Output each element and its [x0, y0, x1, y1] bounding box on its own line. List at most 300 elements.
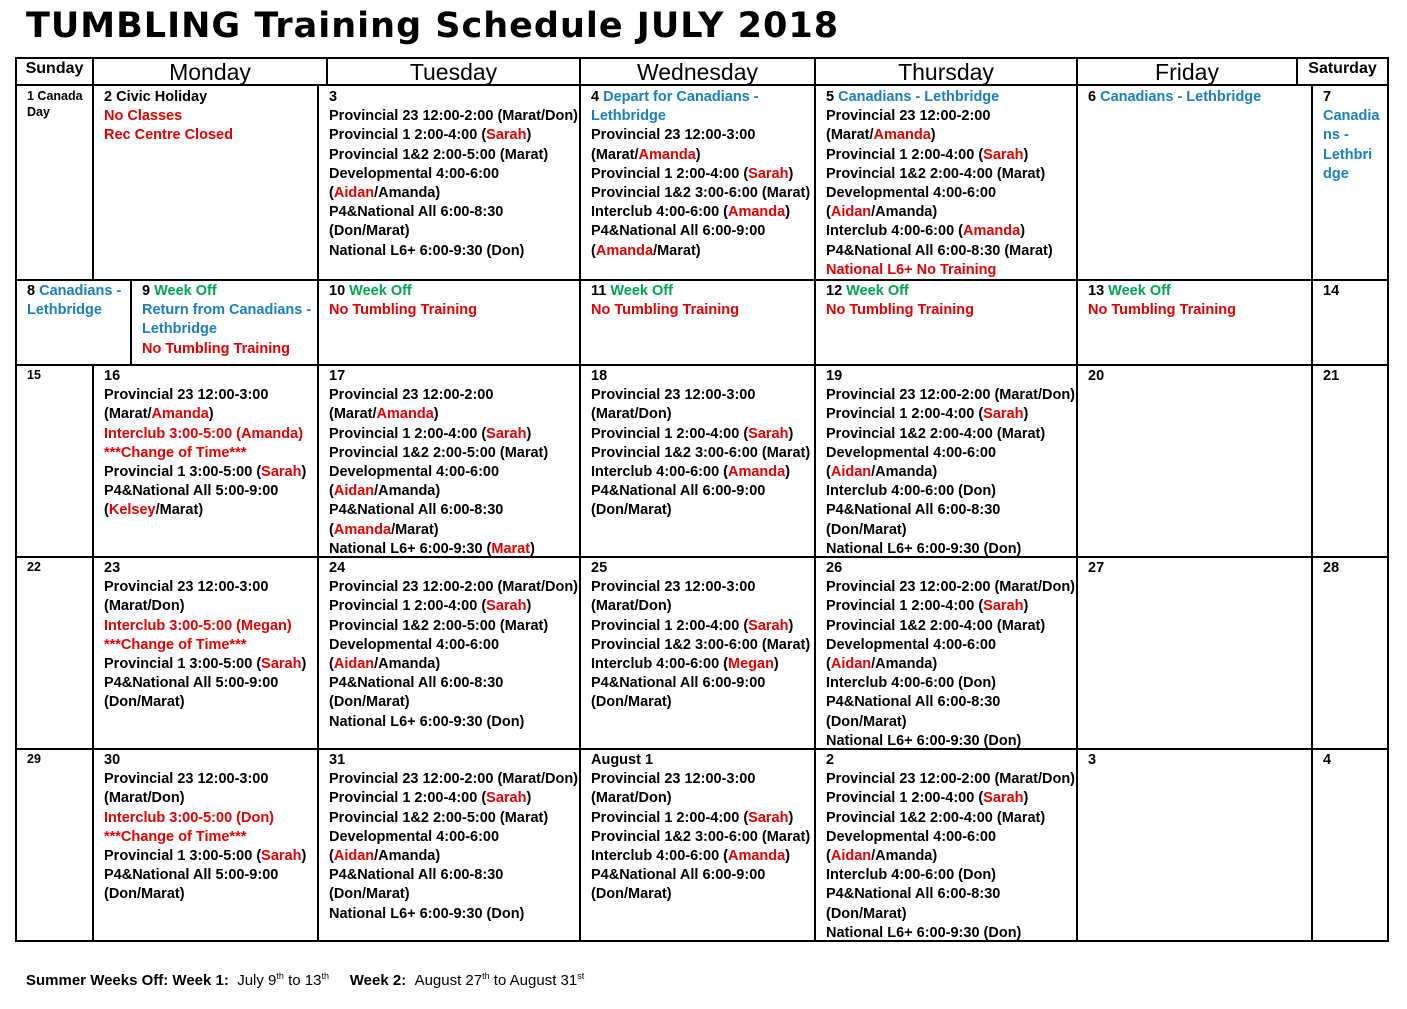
date-label [1088, 282, 1307, 301]
text-run: Provincial 1 2:00-4:00 ( [591, 165, 749, 182]
text-run: ) [1023, 146, 1029, 163]
day-header-label: Friday [1155, 59, 1219, 85]
text-run: P4&National All 6:00-8:30 [329, 675, 504, 692]
date-label [27, 367, 88, 383]
day-cell-friday [1085, 750, 1310, 940]
schedule-entry [826, 107, 1072, 126]
cell-divider [1311, 365, 1313, 557]
text-run: ( [826, 204, 831, 221]
text-run: Canadia [1323, 108, 1380, 125]
schedule-entry [142, 340, 313, 359]
text-run: ns - [1323, 127, 1349, 144]
text-run: Return from Canadians - [142, 302, 312, 319]
text-run: 18 [591, 368, 608, 384]
text-run: Interclub 3:00-5:00 (Amanda) [104, 425, 304, 442]
text-run: Provincial 1 3:00-5:00 ( [104, 848, 262, 865]
page-title: TUMBLING Training Schedule JULY 2018 [26, 6, 840, 46]
date-label [329, 751, 575, 770]
cell-divider [1311, 557, 1313, 749]
cell-divider [579, 86, 581, 280]
text-run: Provincial 1&2 3:00-6:00 (Marat) [591, 636, 811, 653]
text-run: ) [301, 848, 307, 865]
day-cell-tuesday [326, 281, 578, 364]
header-divider [326, 57, 328, 86]
text-run: ( [329, 848, 334, 865]
cell-divider [1076, 557, 1078, 749]
schedule-entry [329, 107, 578, 126]
text-run: Sarah [748, 165, 789, 182]
text-run: Provincial 1&2 2:00-4:00 (Marat) [826, 165, 1046, 182]
text-run: Sarah [486, 425, 527, 442]
schedule-entry [826, 636, 1072, 655]
text-run: Provincial 1 2:00-4:00 ( [826, 406, 984, 423]
schedule-entry [591, 617, 810, 636]
day-cell-saturday [1320, 87, 1386, 279]
text-run: (Marat/Don) [591, 790, 672, 807]
day-cell-monday [101, 87, 316, 279]
text-run: 31 [329, 752, 346, 768]
text-run: Aidan [830, 656, 872, 673]
day-cell-wednesday [588, 750, 813, 940]
schedule-entry [591, 386, 810, 405]
schedule-entry [826, 578, 1075, 597]
text-run: No Classes [104, 108, 183, 125]
day-header-label: Saturday [1308, 60, 1377, 77]
text-run: ) [1023, 790, 1029, 807]
text-run: P4&National All 5:00-9:00 [104, 483, 279, 500]
schedule-entry [142, 301, 313, 320]
text-run: Developmental 4:00-6:00 [826, 828, 997, 845]
day-cell-friday [1085, 87, 1310, 279]
text-run: Day [27, 105, 50, 119]
schedule-entry [329, 905, 575, 924]
schedule-entry [826, 732, 1072, 748]
text-run: ) [208, 406, 214, 423]
text-run: ( [329, 185, 334, 202]
cell-divider [130, 280, 132, 365]
cell-divider [92, 86, 94, 280]
date-label [104, 88, 313, 107]
text-run: Sarah [486, 790, 527, 807]
schedule-entry [329, 540, 575, 556]
day-cell-saturday [1320, 750, 1386, 940]
schedule-entry [826, 809, 1072, 828]
text-run: ) [433, 406, 439, 423]
day-cell-thursday [823, 558, 1075, 748]
text-run: (Marat/Don) [104, 598, 185, 615]
schedule-entry [826, 482, 1072, 501]
schedule-entry [826, 847, 1072, 866]
text-run: ) [526, 598, 532, 615]
text-run: ***Change of Time*** [104, 828, 247, 845]
text-run: (Don/Marat) [329, 886, 410, 903]
day-cell-wednesday [588, 281, 813, 364]
schedule-entry [104, 617, 313, 636]
schedule-entry [329, 444, 575, 463]
schedule-entry [104, 444, 313, 463]
schedule-entry [329, 770, 578, 789]
day-cell-friday [1085, 281, 1310, 364]
text-run: ) [301, 656, 307, 673]
text-run: Kelsey [108, 502, 156, 519]
text-run: 23 [104, 560, 121, 576]
schedule-entry [329, 165, 575, 184]
text-run: 17 [329, 368, 346, 384]
schedule-entry [826, 521, 1072, 540]
text-run: Sarah [261, 464, 302, 481]
date-label [1323, 88, 1383, 107]
cell-divider [92, 749, 94, 941]
text-run: P4&National All 5:00-9:00 [104, 867, 279, 884]
text-run: 26 [826, 560, 843, 576]
text-run: P4&National All 6:00-8:30 [329, 204, 504, 221]
cell-divider [814, 749, 816, 941]
text-run: dge [1323, 165, 1349, 182]
cell-divider [1311, 86, 1313, 280]
cell-divider [1076, 365, 1078, 557]
header-divider [579, 57, 581, 86]
date-label [1088, 559, 1307, 578]
text-run: P4&National All 6:00-9:00 [591, 675, 766, 692]
grid-border-right [1387, 57, 1389, 942]
text-run: Aidan [830, 464, 872, 481]
schedule-entry [826, 674, 1072, 693]
date-label [1323, 367, 1383, 386]
schedule-entry [1323, 165, 1383, 184]
schedule-entry [329, 463, 575, 482]
text-run: 16 [104, 368, 121, 384]
text-run: Sarah [983, 406, 1024, 423]
text-run: Canadians - [39, 283, 122, 299]
schedule-entry [591, 847, 810, 866]
header-divider [1296, 57, 1298, 86]
text-run: 3 [1088, 752, 1097, 768]
schedule-entry [826, 184, 1072, 203]
date-label [104, 751, 313, 770]
text-run: Provincial 23 12:00-2:00 (Marat/Don) [329, 579, 578, 596]
cell-divider [1076, 749, 1078, 941]
text-run: Aidan [830, 848, 872, 865]
day-cell-tuesday [326, 558, 578, 748]
week1-start: July 9 [237, 972, 277, 989]
schedule-entry [104, 885, 313, 904]
schedule-entry [826, 203, 1072, 222]
text-run: Lethbri [1323, 146, 1373, 163]
text-run: ) [526, 790, 532, 807]
schedule-entry [591, 203, 810, 222]
text-run: 4 [1323, 752, 1332, 768]
schedule-entry [104, 674, 313, 693]
day-cell-monday [101, 366, 316, 556]
text-run: Provincial 1 2:00-4:00 ( [826, 790, 984, 807]
date-label [826, 367, 1072, 386]
schedule-entry [591, 107, 810, 126]
text-run: 20 [1088, 368, 1105, 384]
schedule-entry [329, 386, 575, 405]
text-run: 21 [1323, 368, 1340, 384]
day-header-thursday [815, 58, 1077, 86]
text-run: Sarah [486, 127, 527, 144]
week1-end: to 13 [283, 972, 322, 989]
day-cell-thursday [823, 87, 1075, 279]
text-run: Sarah [983, 598, 1024, 615]
schedule-entry [826, 789, 1072, 808]
schedule-entry [1323, 146, 1383, 165]
text-run: Developmental 4:00-6:00 [826, 185, 997, 202]
text-run: Provincial 1 3:00-5:00 ( [104, 464, 262, 481]
text-run: /Amanda) [374, 483, 441, 500]
schedule-entry [826, 261, 1072, 279]
schedule-entry [591, 885, 810, 904]
schedule-entry [591, 789, 810, 808]
text-run: August 1 [591, 752, 654, 768]
schedule-entry [142, 320, 313, 339]
text-run: ( [104, 502, 109, 519]
cell-divider [579, 280, 581, 365]
day-cell-thursday [823, 750, 1075, 940]
text-run: Amanda [595, 242, 654, 259]
text-run: Sarah [261, 656, 302, 673]
text-run: ) [773, 656, 779, 673]
schedule-entry [329, 222, 575, 241]
schedule-entry [591, 126, 810, 145]
text-run: Canadians - Lethbridge [838, 89, 1000, 105]
date-label [826, 751, 1072, 770]
text-run: ( [826, 848, 831, 865]
text-run: 14 [1323, 283, 1340, 299]
text-run: 12 [826, 283, 847, 299]
text-run: ) [788, 165, 794, 182]
text-run: Provincial 1&2 2:00-5:00 (Marat) [329, 809, 549, 826]
text-run: ) [930, 127, 936, 144]
schedule-entry [329, 655, 575, 674]
day-cell-saturday [1320, 366, 1386, 556]
schedule-entry [826, 146, 1072, 165]
day-cell-friday [1085, 366, 1310, 556]
schedule-entry [591, 184, 810, 203]
text-run: Provincial 1 2:00-4:00 ( [826, 598, 984, 615]
date-label [826, 88, 1072, 107]
schedule-entry [826, 924, 1072, 940]
header-divider [1076, 57, 1078, 86]
schedule-entry [591, 482, 810, 501]
schedule-entry [591, 146, 810, 165]
text-run: Provincial 1&2 3:00-6:00 (Marat) [591, 185, 811, 202]
text-run: Amanda [728, 464, 786, 481]
schedule-entry [329, 203, 575, 222]
text-run: (Don/Marat) [329, 223, 410, 240]
week2-end: to August 31 [489, 972, 578, 989]
text-run: (Don/Marat) [329, 694, 410, 711]
schedule-entry [826, 866, 1072, 885]
text-run: 15 [27, 368, 41, 382]
date-label [27, 282, 126, 301]
text-run: ( [329, 656, 334, 673]
week2-start: August 27 [414, 972, 483, 989]
cell-divider [317, 280, 319, 365]
date-label [591, 282, 810, 301]
text-run: Provincial 1 2:00-4:00 ( [329, 425, 487, 442]
schedule-entry [826, 597, 1072, 616]
text-run: Interclub 4:00-6:00 ( [591, 464, 728, 481]
day-header-label: Wednesday [636, 59, 759, 85]
text-run: Interclub 4:00-6:00 ( [826, 223, 963, 240]
text-run: 19 [826, 368, 843, 384]
text-run: Interclub 3:00-5:00 (Don) [104, 809, 274, 826]
text-run: ) [785, 848, 791, 865]
schedule-entry [329, 885, 575, 904]
text-run: ) [785, 464, 791, 481]
schedule-entry [329, 501, 575, 520]
schedule-entry [1088, 301, 1307, 320]
text-run: 2 [826, 752, 835, 768]
day-cell-wednesday [588, 366, 813, 556]
text-run: P4&National All 6:00-9:00 [591, 483, 766, 500]
text-run: /Amanda) [374, 656, 441, 673]
footer-label: Summer Weeks Off: Week 1: [26, 972, 229, 989]
schedule-entry [826, 713, 1072, 732]
text-run: Amanda [638, 146, 696, 163]
text-run: Sarah [261, 848, 302, 865]
text-run: Amanda [963, 223, 1021, 240]
schedule-entry [329, 425, 575, 444]
text-run: Megan [728, 656, 774, 673]
cell-divider [814, 86, 816, 280]
text-run: /Amanda) [871, 656, 938, 673]
cell-divider [317, 86, 319, 280]
text-run: Provincial 1&2 3:00-6:00 (Marat) [591, 828, 811, 845]
schedule-entry [104, 636, 313, 655]
date-label [591, 88, 810, 107]
schedule-entry [104, 578, 313, 597]
schedule-entry [329, 809, 575, 828]
text-run: ) [788, 617, 794, 634]
day-cell-saturday [1320, 281, 1386, 364]
text-run: /Amanda) [374, 848, 441, 865]
date-label [1323, 751, 1383, 770]
text-run: No Tumbling Training [1088, 302, 1236, 319]
schedule-entry [104, 107, 313, 126]
text-run: (Marat/ [826, 127, 874, 144]
day-header-label: Sunday [25, 60, 84, 77]
text-run: P4&National All 6:00-9:00 [591, 223, 766, 240]
text-run: Interclub 4:00-6:00 ( [591, 848, 728, 865]
cell-divider [317, 365, 319, 557]
day-cell-sunday [24, 558, 91, 748]
summer-weeks-off-note [26, 971, 584, 989]
text-run: Amanda [333, 521, 392, 538]
text-run: (Don/Marat) [591, 502, 672, 519]
date-label [27, 559, 88, 575]
text-run: Sarah [983, 790, 1024, 807]
schedule-entry [329, 405, 575, 424]
schedule-entry [329, 674, 575, 693]
text-run: 28 [1323, 560, 1340, 576]
text-run: Developmental 4:00-6:00 [329, 165, 500, 182]
text-run: National L6+ 6:00-9:30 (Don) [826, 732, 1022, 748]
date-label [329, 367, 575, 386]
text-run: Interclub 4:00-6:00 ( [591, 656, 728, 673]
day-header-sunday [16, 58, 93, 86]
text-run: Aidan [333, 185, 375, 202]
date-label [1088, 367, 1307, 386]
schedule-entry [826, 425, 1072, 444]
schedule-entry [826, 301, 1072, 320]
schedule-entry [591, 165, 810, 184]
text-run: Week Off [349, 283, 412, 299]
schedule-entry [826, 444, 1072, 463]
day-header-label: Thursday [898, 59, 994, 85]
schedule-entry [329, 597, 575, 616]
text-run: National L6+ 6:00-9:30 ( [329, 540, 492, 556]
text-run: Provincial 1 2:00-4:00 ( [329, 127, 487, 144]
text-run: Provincial 23 12:00-2:00 (Marat/Don) [826, 579, 1075, 596]
date-label [329, 88, 575, 107]
grid-border-bottom [16, 940, 1389, 942]
day-cell-saturday [1320, 558, 1386, 748]
cell-divider [317, 557, 319, 749]
text-run: /Amanda) [871, 848, 938, 865]
schedule-entry [104, 597, 313, 616]
date-label [591, 559, 810, 578]
schedule-entry [329, 578, 578, 597]
text-run: /Marat) [653, 242, 701, 259]
schedule-entry [591, 866, 810, 885]
date-label [104, 367, 313, 386]
schedule-entry [591, 463, 810, 482]
day-cell-thursday [823, 281, 1075, 364]
schedule-entry [826, 242, 1072, 261]
day-header-friday [1077, 58, 1297, 86]
schedule-entry [591, 828, 810, 847]
date-label [826, 559, 1072, 578]
schedule-entry [591, 242, 810, 261]
text-run: ( [826, 464, 831, 481]
schedule-entry [104, 655, 313, 674]
text-run: Depart for Canadians - [603, 89, 759, 105]
cell-divider [814, 280, 816, 365]
text-run: Interclub 4:00-6:00 (Don) [826, 675, 996, 692]
schedule-entry [591, 501, 810, 520]
text-run: ) [530, 540, 535, 556]
schedule-entry [104, 482, 313, 501]
text-run: /Marat) [391, 521, 439, 538]
text-run: Lethbridge [27, 302, 102, 319]
cell-divider [92, 557, 94, 749]
text-run: 10 [329, 283, 350, 299]
schedule-entry [329, 636, 575, 655]
date-label [1323, 559, 1383, 578]
text-run: National L6+ No Training [826, 261, 997, 278]
text-run: Provincial 23 12:00-2:00 [329, 387, 494, 404]
text-run: (Don/Marat) [826, 713, 907, 730]
day-cell-tuesday [326, 750, 578, 940]
schedule-entry [329, 184, 575, 203]
cell-divider [317, 749, 319, 941]
text-run: Amanda [873, 127, 931, 144]
text-run: Week Off [154, 283, 217, 299]
text-run: ) [526, 425, 532, 442]
schedule-entry [104, 501, 313, 520]
text-run: Provincial 23 12:00-3:00 [591, 127, 756, 144]
schedule-entry [826, 405, 1072, 424]
schedule-entry [826, 905, 1072, 924]
date-label [1323, 282, 1383, 301]
text-run: Provincial 23 12:00-2:00 (Marat/Don) [826, 387, 1075, 404]
schedule-entry [591, 693, 810, 712]
week1-end-sup: th [321, 971, 329, 981]
day-cell-sunday [24, 366, 91, 556]
